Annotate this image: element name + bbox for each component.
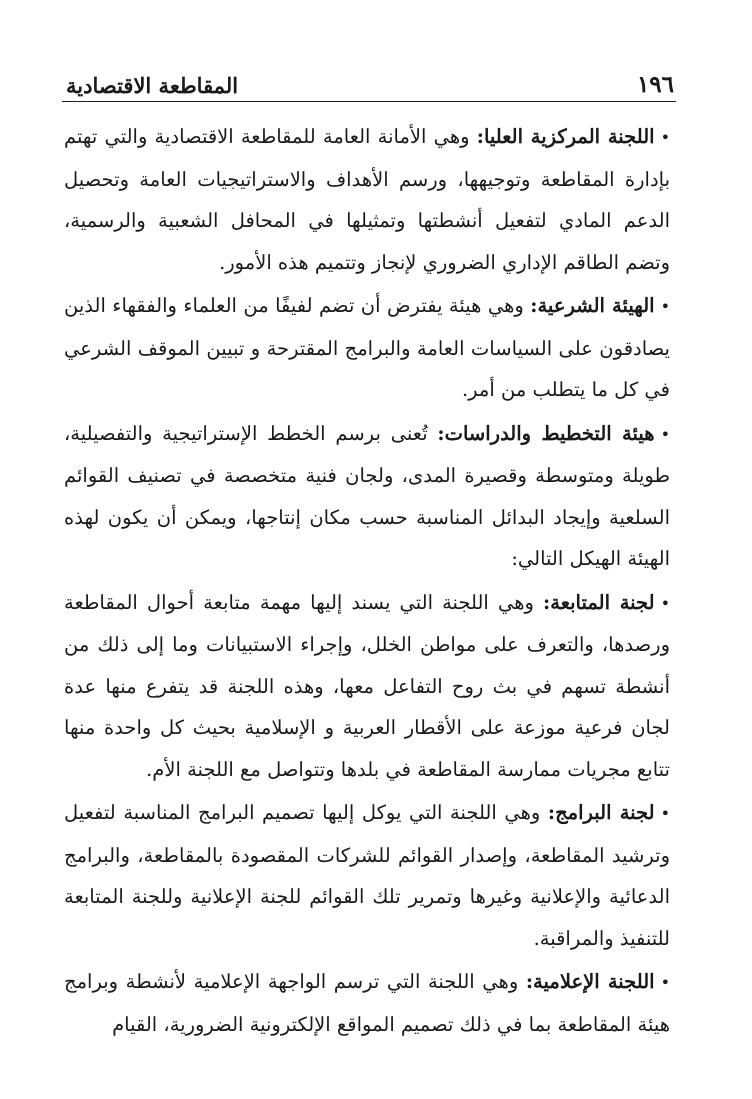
paragraph-term: هيئة التخطيط والدراسات: [437, 421, 655, 445]
bullet-icon: • [660, 973, 670, 992]
page-header [66, 62, 674, 98]
page-number: ١٩٦ [636, 71, 674, 98]
paragraph-programs-committee [64, 792, 670, 959]
paragraph-term: اللجنة المركزية العليا: [476, 125, 655, 148]
bullet-icon: • [660, 804, 670, 823]
paragraph-text: وهي هيئة يفترض أن تضم لفيفًا من العلماء والفقهاء الذين يصادقون على السياسات العامة والبرامج المقترحة و تبيين الموقف الشرعي في كل ما يتطلب من أمر. [64, 294, 670, 401]
paragraph-term: لجنة المتابعة: [543, 590, 655, 614]
bullet-icon: • [660, 297, 671, 316]
bullet-icon: • [660, 593, 671, 613]
paragraph-text: وهي اللجنة التي ترسم الواجهة الإعلامية لأنشطة وبرامج هيئة المقاطعة بما في ذلك تصميم المواقع الإلكترونية الضرورية، القيام [64, 970, 670, 1036]
paragraph-term: اللجنة الإعلامية: [525, 970, 655, 993]
paragraph-follow-up-committee [64, 582, 670, 791]
body-text [64, 116, 670, 1047]
header-rule [62, 101, 676, 102]
paragraph-media-committee [64, 961, 670, 1045]
paragraph-term: لجنة البرامج: [547, 801, 655, 824]
paragraph-text: تُعنى برسم الخطط الإستراتيجية والتفصيلية، طويلة ومتوسطة وقصيرة المدى، ولجان فنية متخصصة في تصنيف القوائم السلعية وإيجاد البدائل المناسبة حسب مكان إنتاجها، ويمكن أن يكون لهذه الهيئة الهيكل التالي: [64, 421, 670, 570]
paragraph-planning-board [64, 413, 670, 580]
paragraph-central-committee [64, 116, 670, 283]
running-title: المقاطعة الاقتصادية [66, 73, 239, 98]
paragraph-text: وهي الأمانة العامة للمقاطعة الاقتصادية والتي تهتم بإدارة المقاطعة وتوجيهها، ورسم الأهداف والاستراتيجيات العامة وتحصيل الدعم المادي لتفعيل أنشطتها وتمثيلها في المحافل الشعبية والرسمية، وتضم الطاقم الإداري الضروري لإنجاز وتتميم هذه الأمور. [64, 125, 670, 274]
paragraph-term: الهيئة الشرعية: [530, 294, 655, 317]
paragraph-sharia-board [64, 285, 670, 411]
paragraph-text: وهي اللجنة التي يسند إليها مهمة متابعة أحوال المقاطعة ورصدها، والتعرف على مواطن الخلل، وإجراء الاستبيانات وما إلى ذلك من أنشطة تسهم في بث روح التفاعل معها، وهذه اللجنة قد يتفرع منها عدة لجان فرعية موزعة على الأقطار العربية و الإسلامية بحيث كل واحدة منها تتابع مجريات ممارسة المقاطعة في بلدها وتتواصل مع اللجنة الأم. [64, 590, 670, 781]
paragraph-text: وهي اللجنة التي يوكل إليها تصميم البرامج المناسبة لتفعيل وترشيد المقاطعة، وإصدار القوائم للشركات المقصودة بالمقاطعة، والبرامج الدعائية والإعلانية وغيرها وتمرير تلك القوائم للجنة الإعلانية وللجنة المتابعة للتنفيذ والمراقبة. [64, 801, 670, 950]
bullet-icon: • [660, 128, 671, 147]
bullet-icon: • [660, 424, 670, 444]
